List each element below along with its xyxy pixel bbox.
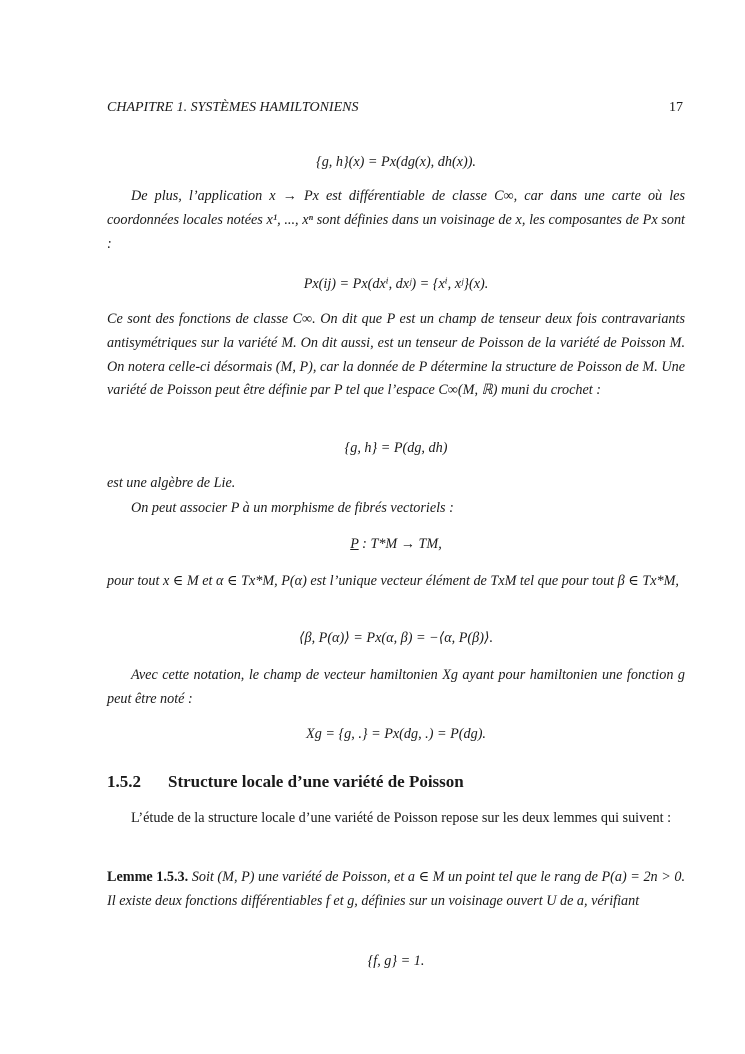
paragraph-local-structure: L’étude de la structure locale d’une variété de Poisson repose sur les deux lemmes qui suivent : (131, 810, 672, 826)
page-number: 17 (669, 100, 683, 115)
lemma-1-5-3 (107, 866, 685, 914)
section-number: 1.5.2 (107, 772, 141, 791)
equation-morphism (107, 536, 685, 553)
paragraph-differentiability: De plus, l’application x → Px est différentiable de classe C∞, car dans une carte où les coordonnées locales notées x¹, ..., xⁿ sont définies dans un voisinage de x, les composantes de Px sont : (107, 188, 685, 252)
lemma-text: Soit (M, P) une variété de Poisson, et a ∈ M un point tel que le rang de P(a) = 2n > 0. Il existe deux fonctions différentiables f et g, définies sur un voisinage ouvert U de a, vérifiant (107, 869, 685, 909)
paragraph-lie-algebra: est une algèbre de Lie. (107, 475, 236, 491)
paragraph-hamiltonian-field: Avec cette notation, le champ de vecteur hamiltonien Xg ayant pour hamiltonien une fonction g peut être noté : (107, 667, 685, 707)
equation-poisson-bracket: {g, h}(x) = Px(dg(x), dh(x)). (316, 154, 476, 170)
equation-pairing: ⟨β, P(α)⟩ = Px(α, β) = −⟨α, P(β)⟩. (298, 630, 494, 646)
chapter-title: CHAPITRE 1. SYSTÈMES HAMILTONIENS (107, 100, 359, 115)
running-header (107, 100, 685, 116)
equation-morphism-rest: : T*M → TM, (358, 536, 442, 552)
equation-bracket-tensor: {g, h} = P(dg, dh) (344, 440, 448, 456)
paragraph-unique-vector: pour tout x ∈ M et α ∈ Tx*M, P(α) est l’unique vecteur élément de TxM tel que pour tout β ∈ Tx*M, (107, 573, 679, 589)
section-heading (107, 772, 464, 792)
equation-components: Px(ij) = Px(dxⁱ, dxʲ) = {xⁱ, xʲ}(x). (303, 276, 489, 292)
paragraph-tensor-definition: Ce sont des fonctions de classe C∞. On dit que P est un champ de tenseur deux fois contravariants antisymétriques sur la variété M. On dit aussi, est un tenseur de Poisson de la variété de Poisson M. On notera celle-ci désormais (M, P), car la donnée de P détermine la structure de Poisson de M. Une variété de Poisson peut être définie par P tel que l’espace C∞(M, ℝ) muni du crochet : (107, 311, 685, 399)
section-title: Structure locale d’une variété de Poisson (168, 772, 464, 791)
paragraph-morphism: On peut associer P à un morphisme de fibrés vectoriels : (131, 500, 454, 516)
lemma-label: Lemme 1.5.3. (107, 869, 189, 885)
underlined-p: P (350, 536, 359, 552)
equation-f-g: {f, g} = 1. (367, 953, 425, 969)
equation-hamiltonian-vector: Xg = {g, .} = Px(dg, .) = P(dg). (306, 726, 486, 742)
